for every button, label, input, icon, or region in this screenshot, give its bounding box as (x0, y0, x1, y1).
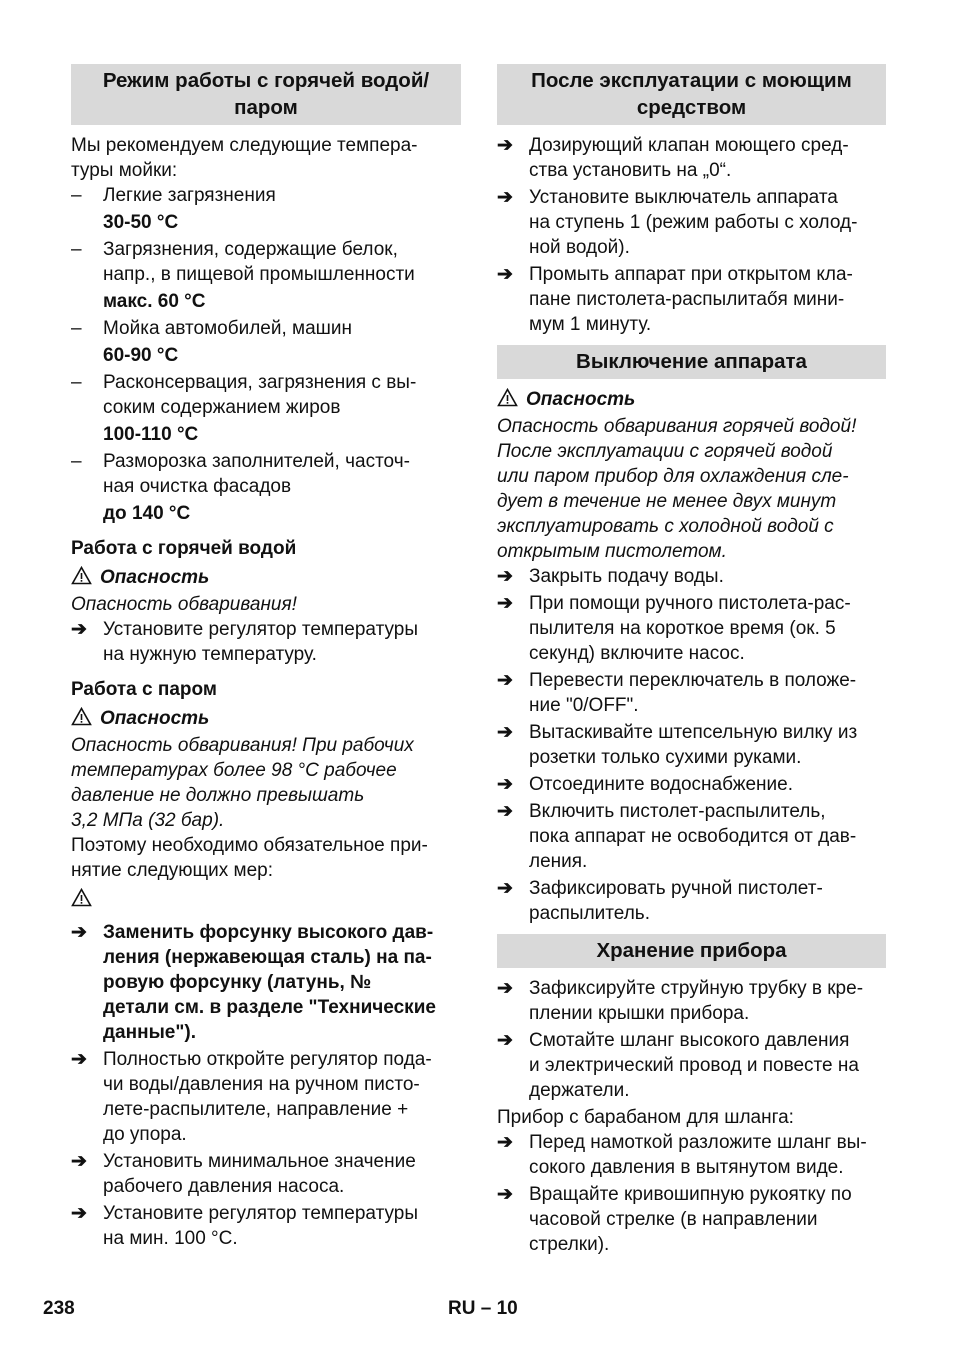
step-text-line: Зафиксируйте струйную трубку в кре- (529, 978, 864, 999)
after-use-steps (497, 133, 886, 337)
step-text-line: Промыть аппарат при открытом кла- (529, 264, 853, 285)
step-text-line: ления (нержавеющая сталь) на па- (103, 947, 432, 968)
storage-steps (497, 976, 886, 1103)
step-text-line: Перед намоткой разложите шланг вы- (529, 1132, 867, 1153)
danger-text-line: Опасность обваривания! (71, 594, 297, 615)
danger-text-line: 3,2 МПа (32 бар). (71, 810, 225, 831)
warning-triangle-icon (71, 707, 92, 726)
step-text-line: Закрыть подачу воды. (529, 566, 724, 587)
step-text-line: Перевести переключатель в положе- (529, 670, 857, 691)
instruction-step (497, 1028, 886, 1103)
temperature-item (71, 183, 461, 208)
arrow-icon: ➔ (497, 978, 513, 999)
intro-line: туры мойки: (71, 160, 178, 181)
step-text-line: ние "0/OFF". (529, 695, 639, 716)
shutdown-steps (497, 564, 886, 926)
shutdown-danger-text (497, 414, 886, 564)
instruction-step (71, 920, 461, 1045)
left-column (71, 64, 461, 1253)
danger-text-line: После эксплуатации с горячей водой (497, 441, 833, 462)
body-text-line: нятие следующих мер: (71, 860, 274, 881)
arrow-icon: ➔ (497, 774, 513, 795)
steam-danger (71, 706, 461, 731)
dash-bullet: – (71, 451, 82, 472)
instruction-step (497, 720, 886, 770)
step-text-line: часовой стрелке (в направлении (529, 1209, 818, 1230)
temperature-value: 100-110 °C (103, 424, 199, 445)
step-text-line: и электрический провод и повесте на (529, 1055, 859, 1076)
step-text-line: пылителя на короткое время (ок. 5 (529, 618, 836, 639)
instruction-step (497, 564, 886, 589)
step-text-line: Зафиксировать ручной пистолет- (529, 878, 823, 899)
section-heading-after-use: После эксплуатации с моющим средством (497, 64, 886, 125)
step-text-line: Включить пистолет-распылитель, (529, 801, 826, 822)
step-text-line: на ступень 1 (режим работы с холод- (529, 212, 858, 233)
body-text-line: Прибор с барабаном для шланга: (497, 1107, 794, 1128)
danger-text-line: или паром прибор для охлаждения сле- (497, 466, 849, 487)
temperature-label: напр., в пищевой промышленности (103, 264, 415, 285)
step-text-line: секунд) включите насос. (529, 643, 745, 664)
dash-bullet: – (71, 185, 82, 206)
instruction-step (71, 1047, 461, 1147)
arrow-icon: ➔ (71, 922, 87, 943)
arrow-icon: ➔ (497, 135, 513, 156)
danger-text-line: давление не должно превышать (71, 785, 365, 806)
body-text-line: Поэтому необходимо обязательное при- (71, 835, 428, 856)
danger-text-line: Опасность обваривания горячей водой! (497, 416, 857, 437)
step-text-line: плении крышки прибора. (529, 1003, 750, 1024)
danger-text-line: Опасность обваривания! При рабочих (71, 735, 414, 756)
temperature-label: Легкие загрязнения (103, 185, 276, 206)
instruction-step (497, 262, 886, 337)
instruction-step (497, 668, 886, 718)
instruction-step (71, 1201, 461, 1251)
temperature-item (71, 316, 461, 341)
arrow-icon: ➔ (497, 1184, 513, 1205)
arrow-icon: ➔ (497, 264, 513, 285)
hot-water-steps (71, 617, 461, 667)
steam-title: Работа с паром (71, 679, 217, 700)
instruction-step (497, 591, 886, 666)
danger-label: Опасность (100, 567, 210, 588)
danger-text-line: открытым пистолетом. (497, 541, 727, 562)
temperature-list (71, 183, 461, 526)
arrow-icon: ➔ (71, 619, 87, 640)
temperature-value: 60-90 °C (103, 345, 179, 366)
arrow-icon: ➔ (497, 670, 513, 691)
instruction-step (497, 1182, 886, 1257)
step-text-line: держатели. (529, 1080, 630, 1101)
arrow-icon: ➔ (71, 1203, 87, 1224)
right-column (497, 64, 886, 1259)
dash-bullet: – (71, 318, 82, 339)
step-text-line: данные"). (103, 1022, 196, 1043)
steam-measures-text (71, 833, 461, 883)
step-text-line: ной водой). (529, 237, 630, 258)
language-page-label: RU – 10 (448, 1298, 518, 1319)
arrow-icon: ➔ (497, 722, 513, 743)
step-text-line: стрелки). (529, 1234, 610, 1255)
step-text-line: ства установить на „0“. (529, 160, 732, 181)
instruction-step (497, 976, 886, 1026)
instruction-step (497, 772, 886, 797)
step-text-line: ления. (529, 851, 588, 872)
step-text-line: Вращайте кривошипную рукоятку по (529, 1184, 852, 1205)
shutdown-danger (497, 387, 886, 412)
arrow-icon: ➔ (71, 1049, 87, 1070)
warning-triangle-icon (497, 388, 518, 407)
step-text-line: чи воды/давления на ручном писто- (103, 1074, 420, 1095)
step-text-line: розетки только сухими руками. (529, 747, 802, 768)
instruction-step (497, 876, 886, 926)
hot-water-danger (71, 565, 461, 590)
temperature-item (71, 370, 461, 420)
dash-bullet: – (71, 372, 82, 393)
intro-line: Мы рекомендуем следующие темпера- (71, 135, 418, 156)
steam-steps (71, 1047, 461, 1251)
step-text-line: Заменить форсунку высокого дав- (103, 922, 434, 943)
temperature-label: ная очистка фасадов (103, 476, 292, 497)
step-text-line: сокого давления в вытянутом виде. (529, 1157, 844, 1178)
step-text-line: на мин. 100 °C. (103, 1228, 238, 1249)
instruction-step (497, 133, 886, 183)
danger-text-line: эксплуатировать с холодной водой с (497, 516, 834, 537)
step-text-line: лете-распылителе, направление + (103, 1099, 409, 1120)
step-text-line: распылитель. (529, 903, 650, 924)
temperature-item (71, 237, 461, 287)
temperature-item (71, 449, 461, 499)
arrow-icon: ➔ (497, 566, 513, 587)
arrow-icon: ➔ (497, 1030, 513, 1051)
page-number: 238 (43, 1298, 75, 1319)
instruction-step (497, 799, 886, 874)
step-text-line: Установите регулятор температуры (103, 1203, 418, 1224)
temperature-label: Мойка автомобилей, машин (103, 318, 353, 339)
danger-label: Опасность (526, 389, 636, 410)
step-text-line: на нужную температуру. (103, 644, 317, 665)
temperature-label: Разморозка заполнителей, часточ- (103, 451, 410, 472)
steam-warning (71, 887, 461, 912)
step-text-line: ровую форсунку (латунь, № (103, 972, 372, 993)
hot-water-danger-text (71, 592, 461, 617)
step-text-line: детали см. в разделе "Технические (103, 997, 436, 1018)
intro-text (71, 133, 461, 183)
instruction-step (71, 617, 461, 667)
step-text-line: мум 1 минуту. (529, 314, 652, 335)
section-heading-storage: Хранение прибора (497, 934, 886, 968)
steam-bold-step (71, 920, 461, 1045)
temperature-label: соким содержанием жиров (103, 397, 341, 418)
arrow-icon: ➔ (497, 187, 513, 208)
arrow-icon: ➔ (497, 593, 513, 614)
temperature-label: Расконсервация, загрязнения с вы- (103, 372, 417, 393)
section-heading-shutdown: Выключение аппарата (497, 345, 886, 379)
steam-danger-text (71, 733, 461, 833)
step-text-line: Установите регулятор температуры (103, 619, 418, 640)
instruction-step (497, 1130, 886, 1180)
temperature-value: макс. 60 °C (103, 291, 206, 312)
storage-reel-steps (497, 1130, 886, 1257)
arrow-icon: ➔ (497, 878, 513, 899)
section-heading-hot-water-steam: Режим работы с горячей водой/ паром (71, 64, 461, 125)
warning-triangle-icon (71, 566, 92, 585)
instruction-step (71, 1149, 461, 1199)
step-text-line: рабочего давления насоса. (103, 1176, 345, 1197)
step-text-line: пане пистолета-распылитаőя мини- (529, 289, 845, 310)
danger-text-line: температурах более 98 °C рабочее (71, 760, 397, 781)
arrow-icon: ➔ (497, 1132, 513, 1153)
step-text-line: Вытаскивайте штепсельную вилку из (529, 722, 858, 743)
step-text-line: Дозирующий клапан моющего сред- (529, 135, 849, 156)
step-text-line: Отсоедините водоснабжение. (529, 774, 793, 795)
temperature-value: до 140 °C (103, 503, 191, 524)
step-text-line: Установить минимальное значение (103, 1151, 416, 1172)
step-text-line: Установите выключатель аппарата (529, 187, 838, 208)
dash-bullet: – (71, 239, 82, 260)
step-text-line: Полностью откройте регулятор пода- (103, 1049, 432, 1070)
step-text-line: При помощи ручного пистолета-рас- (529, 593, 851, 614)
temperature-label: Загрязнения, содержащие белок, (103, 239, 398, 260)
warning-triangle-icon (71, 888, 92, 907)
temperature-value: 30-50 °C (103, 212, 179, 233)
step-text-line: пока аппарат не освободится от дав- (529, 826, 857, 847)
arrow-icon: ➔ (497, 801, 513, 822)
danger-text-line: дует в течение не менее двух минут (497, 491, 837, 512)
arrow-icon: ➔ (71, 1151, 87, 1172)
instruction-step (497, 185, 886, 260)
danger-label: Опасность (100, 708, 210, 729)
storage-reel-text (497, 1105, 886, 1130)
step-text-line: до упора. (103, 1124, 187, 1145)
step-text-line: Смотайте шланг высокого давления (529, 1030, 850, 1051)
hot-water-title: Работа с горячей водой (71, 538, 297, 559)
